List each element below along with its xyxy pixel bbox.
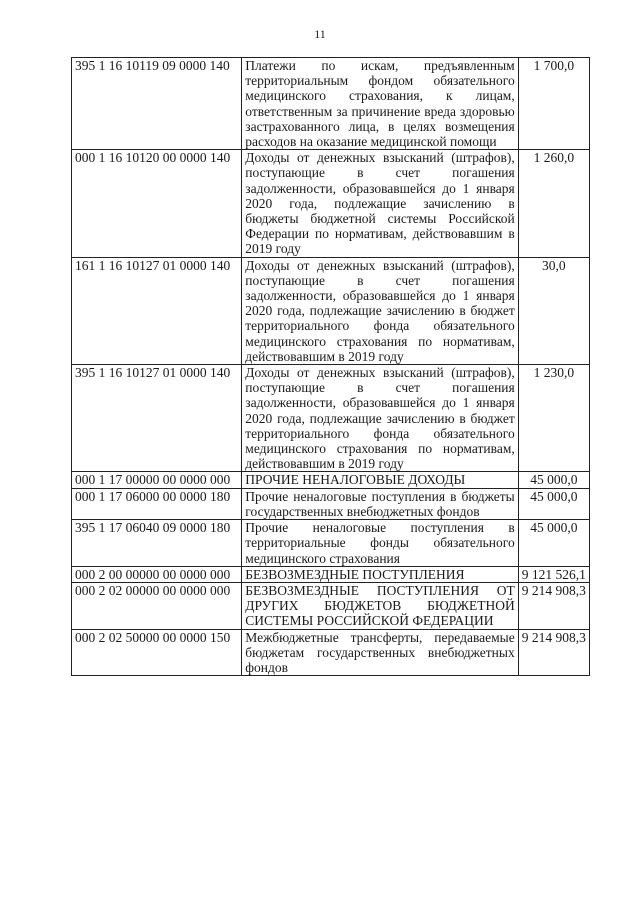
revenue-code: 161 1 16 10127 01 0000 140 [72, 257, 242, 364]
table-row [72, 365, 590, 472]
revenue-code: 000 2 02 50000 00 0000 150 [72, 629, 242, 676]
table-row [72, 629, 590, 676]
revenue-name: БЕЗВОЗМЕЗДНЫЕ ПОСТУПЛЕНИЯ ОТ ДРУГИХ БЮДЖЕТОВ БЮДЖЕТНОЙ СИСТЕМЫ РОССИЙСКОЙ ФЕДЕРАЦИИ [242, 582, 518, 629]
table-row [72, 582, 590, 629]
revenue-name: Доходы от денежных взысканий (штрафов), поступающие в счет погашения задолженности, образовавшейся до 1 января 2020 года, подлежащие зачислению в бюджет территориального фонда обязательного медицинского страхования по нормативам, действовавшим в 2019 году [242, 365, 518, 472]
table-row [72, 150, 590, 257]
page-number: 11 [314, 27, 326, 41]
revenue-amount: 9 214 908,3 [518, 629, 589, 676]
table-row [72, 520, 590, 567]
revenue-amount: 9 214 908,3 [518, 582, 589, 629]
revenue-amount: 9 121 526,1 [518, 566, 589, 582]
revenue-code: 395 1 17 06040 09 0000 180 [72, 520, 242, 567]
revenue-amount: 30,0 [518, 257, 589, 364]
revenue-code: 000 2 00 00000 00 0000 000 [72, 566, 242, 582]
revenue-code: 000 1 16 10120 00 0000 140 [72, 150, 242, 257]
revenue-code: 000 1 17 06000 00 0000 180 [72, 488, 242, 519]
table-row [72, 257, 590, 364]
revenue-code: 395 1 16 10119 09 0000 140 [72, 58, 242, 150]
revenue-amount: 45 000,0 [518, 488, 589, 519]
revenue-name: Межбюджетные трансферты, передаваемые бюджетам государственных внебюджетных фондов [242, 629, 518, 676]
revenue-name: Платежи по искам, предъявленным территориальным фондом обязательного медицинского страхования, к лицам, ответственным за причинение вреда здоровью застрахованного лица, в целях возмещения расходов на оказание медицинской помощи [242, 58, 518, 150]
revenue-amount: 1 230,0 [518, 365, 589, 472]
revenue-code: 395 1 16 10127 01 0000 140 [72, 365, 242, 472]
table-row [72, 472, 590, 488]
revenue-code: 000 2 02 00000 00 0000 000 [72, 582, 242, 629]
revenue-name: Прочие неналоговые поступления в территориальные фонды обязательного медицинского страхования [242, 520, 518, 567]
revenue-amount: 1 700,0 [518, 58, 589, 150]
revenue-name: БЕЗВОЗМЕЗДНЫЕ ПОСТУПЛЕНИЯ [242, 566, 518, 582]
revenue-name: Доходы от денежных взысканий (штрафов), поступающие в счет погашения задолженности, образовавшейся до 1 января 2020 года, подлежащие зачислению в бюджет территориального фонда обязательного медицинского страхования по нормативам, действовавшим в 2019 году [242, 257, 518, 364]
revenue-amount: 1 260,0 [518, 150, 589, 257]
table-row [72, 58, 590, 150]
table-row [72, 566, 590, 582]
revenue-amount: 45 000,0 [518, 472, 589, 488]
revenue-code: 000 1 17 00000 00 0000 000 [72, 472, 242, 488]
revenue-amount: 45 000,0 [518, 520, 589, 567]
table-row [72, 488, 590, 519]
revenue-table [71, 57, 590, 676]
revenue-name: Доходы от денежных взысканий (штрафов), поступающие в счет погашения задолженности, образовавшейся до 1 января 2020 года, подлежащие зачислению в бюджеты бюджетной системы Российской Федерации по нормативам, действовавшим в 2019 году [242, 150, 518, 257]
revenue-name: ПРОЧИЕ НЕНАЛОГОВЫЕ ДОХОДЫ [242, 472, 518, 488]
revenue-name: Прочие неналоговые поступления в бюджеты государственных внебюджетных фондов [242, 488, 518, 519]
